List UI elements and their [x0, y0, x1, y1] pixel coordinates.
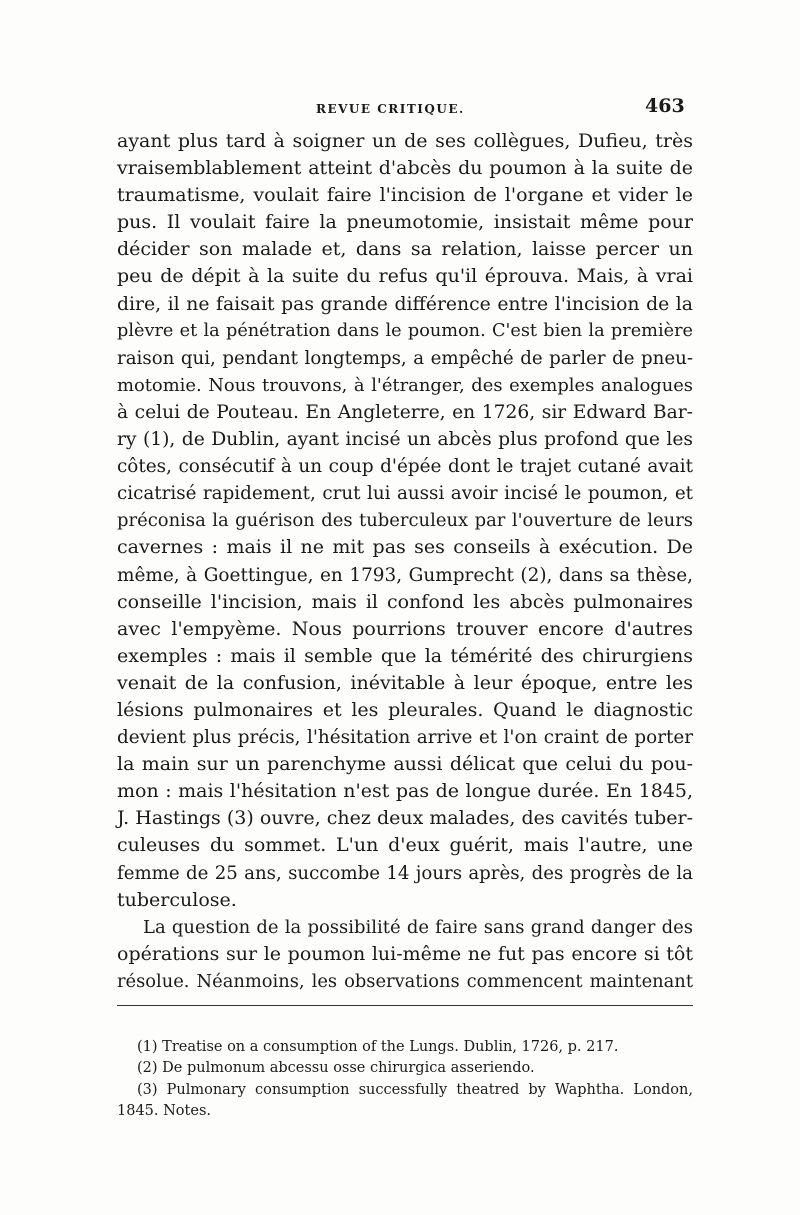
text-line: cicatrisé rapidement, crut lui aussi avoir incisé le poumon, et	[117, 483, 693, 505]
text-line: dire, il ne faisait pas grande différence entre l'incision de la	[117, 293, 693, 315]
text-line: tuberculose.	[117, 888, 237, 911]
text-line: peu de dépit à la suite du refus qu'il éprouva. Mais, à vrai	[117, 265, 693, 288]
text-line: venait de la confusion, inévitable à leur époque, entre les	[117, 671, 693, 694]
body-text	[117, 128, 693, 995]
text-line: exemples : mais il semble que la témérité des chirurgiens	[117, 644, 693, 667]
text-line: avec l'empyème. Nous pourrions trouver encore d'autres	[117, 617, 693, 640]
text-line: ry (1), de Dublin, ayant incisé un abcès plus profond que les	[117, 429, 693, 451]
page-number: 463	[645, 95, 685, 117]
text-line: même, à Goettingue, en 1793, Gumprecht (2), dans sa thèse,	[117, 564, 693, 586]
footnote: (3) Pulmonary consumption successfully theatred by Waphtha. London,	[137, 1081, 693, 1098]
footnote: (1) Treatise on a consumption of the Lungs. Dublin, 1726, p. 217.	[137, 1039, 619, 1055]
text-line: résolue. Néanmoins, les observations commencent maintenant	[117, 970, 693, 992]
text-line: décider son malade et, dans sa relation, laisse percer un	[117, 238, 693, 261]
text-line: ayant plus tard à soigner un de ses collègues, Dufieu, très	[117, 130, 693, 152]
text-line: motomie. Nous trouvons, à l'étranger, des exemples analogues	[117, 374, 693, 396]
footnotes	[117, 1037, 693, 1122]
text-line: cavernes : mais il ne mit pas ses conseils à exécution. De	[117, 536, 693, 559]
footnote-continuation: 1845. Notes.	[117, 1102, 211, 1119]
text-line: côtes, consécutif à un coup d'épée dont le trajet cutané avait	[117, 456, 693, 478]
text-line: à celui de Pouteau. En Angleterre, en 1726, sir Edward Bar-	[117, 401, 693, 423]
text-line: traumatisme, voulait faire l'incision de l'organe et vider le	[117, 184, 693, 207]
text-line: vraisemblablement atteint d'abcès du poumon à la suite de	[117, 157, 693, 180]
text-line: devient plus précis, l'hésitation arrive et l'on craint de porter	[117, 727, 693, 749]
text-line: J. Hastings (3) ouvre, chez deux malades, des cavités tuber-	[117, 807, 693, 830]
text-line: culeuses du sommet. L'un d'eux guérit, mais l'autre, une	[117, 834, 693, 857]
footnote: (2) De pulmonum abcessu osse chirurgica asseriendo.	[137, 1060, 535, 1077]
text-line: lésions pulmonaires et les pleurales. Quand le diagnostic	[117, 698, 693, 721]
text-line: pus. Il voulait faire la pneumotomie, insistait même pour	[117, 211, 693, 234]
text-line: opérations sur le poumon lui-même ne fut pas encore si tôt	[117, 942, 693, 965]
text-line: femme de 25 ans, succombe 14 jours après, des progrès de la	[117, 862, 693, 884]
running-title: REVUE CRITIQUE.	[316, 102, 465, 116]
text-line: conseille l'incision, mais il confond les abcès pulmonaires	[117, 590, 693, 613]
footnote-rule	[117, 1005, 693, 1006]
text-line: préconisa la guérison des tuberculeux par l'ouverture de leurs	[117, 510, 693, 532]
text-line: la main sur un parenchyme aussi délicat que celui du pou-	[117, 753, 693, 776]
paragraph-start: La question de la possibilité de faire sans grand danger des	[143, 916, 693, 938]
text-line: plèvre et la pénétration dans le poumon. C'est bien la première	[117, 320, 693, 341]
text-line: raison qui, pendant longtemps, a empêché de parler de pneu-	[117, 347, 693, 369]
text-line: mon : mais l'hésitation n'est pas de longue durée. En 1845,	[117, 780, 693, 803]
